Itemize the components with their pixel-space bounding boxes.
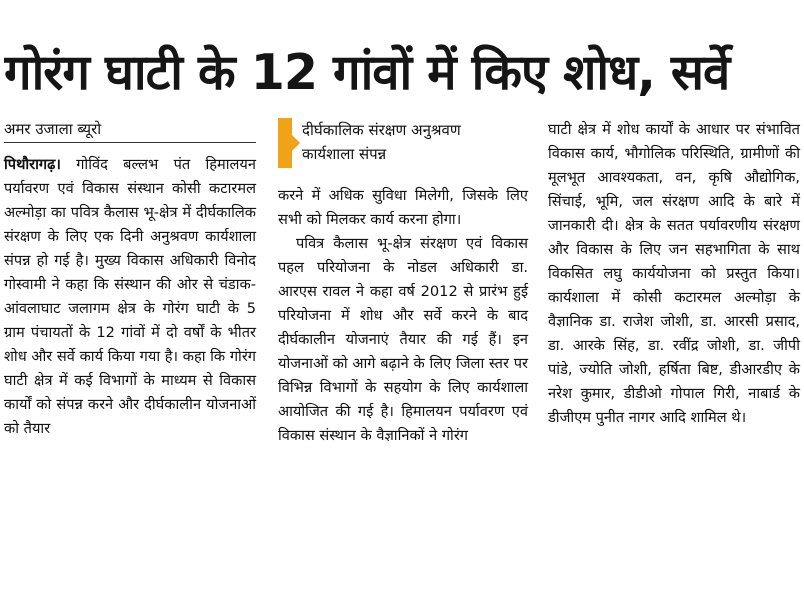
article-paragraph-4: घाटी क्षेत्र में शोध कार्यों के आधार पर संभावित विकास कार्य, भौगोलिक परिस्थिति, ग्रामीणों की मूलभूत आवश्यकता, वन, कृषि औद्योगिक, सिंचाई, भूमि, जल संरक्षण आदि के बारे में जानकारी दी। क्षेत्र के सतत पर्यावरणीय संरक्षण और विकास के लिए जन सहभागिता के साथ विकसित लघु कार्ययोजना को प्रस्तुत किया। कार्यशाला में कोसी कटारमल अल्मोड़ा के वैज्ञानिक डा. राजेश जोशी, डा. आरसी प्रसाद, डा. आरके सिंह, डा. रवींद्र जोशी, डा. जीपी पांडे, ज्योति जोशी, हर्षिता बिष्ट, डीआरडीए के नरेश कुमार, डीडीओ गोपाल गिरी, नाबार्ड के डीजीएम पुनीत नागर आदि शामिल थे। (548, 121, 800, 426)
column-3 (548, 118, 800, 430)
column-1 (4, 118, 256, 441)
byline: अमर उजाला ब्यूरो (4, 118, 256, 143)
subheading (278, 118, 528, 166)
subheading-line-2: कार्यशाला संपन्न (302, 145, 387, 163)
subheading-line-1: दीर्घकालिक संरक्षण अनुश्रवण (302, 121, 461, 139)
subheading-accent-marker (278, 118, 292, 168)
col1-text: गोविंद बल्लभ पंत हिमालयन पर्यावरण एवं विकास संस्थान कोसी कटारमल अल्मोड़ा का पवित्र कैलास भू-क्षेत्र में दीर्घकालिक संरक्षण के लिए एक दिनी अनुश्रवण कार्यशाला संपन्न हो गई है। मुख्य विकास अधिकारी विनोद गोस्वामी ने कहा कि संस्थान की ओर से चंडाक-आंवलाघाट जलागम क्षेत्र के गोरंग घाटी के 5 ग्राम पंचायतों के 12 गांवों में दो वर्षों के भीतर शोध और सर्वे कार्य किया गया है। कहा कि गोरंग घाटी क्षेत्र में कई विभागों के माध्यम से विकास कार्यों को संपन्न करने और दीर्घकालीन योजनाओं को तैयार (4, 156, 256, 437)
article-paragraph-3: पवित्र कैलास भू-क्षेत्र संरक्षण एवं विकास पहल परियोजना के नोडल अधिकारी डा. आरएस रावल ने कहा वर्ष 2012 से प्रारंभ हुई परियोजना में शोध और सर्वे करने के बाद दीर्घकालीन योजनाएं तैयार की गई हैं। इन योजनाओं को आगे बढ़ाने के लिए जिला स्तर पर विभिन्न विभागों के सहयोग के लिए कार्यशाला आयोजित की गई है। हिमालयन पर्यावरण एवं विकास संस्थान के वैज्ञानिकों ने गोरंग (278, 235, 528, 444)
dateline: पिथौरागढ़। (4, 156, 61, 173)
article-paragraph-1 (4, 153, 256, 441)
column-2 (278, 118, 528, 448)
headline: गोरंग घाटी के 12 गांवों में किए शोध, सर्वे (4, 44, 730, 101)
article-paragraph-2: करने में अधिक सुविधा मिलेगी, जिसके लिए सभी को मिलकर कार्य करना होगा। (278, 187, 528, 228)
